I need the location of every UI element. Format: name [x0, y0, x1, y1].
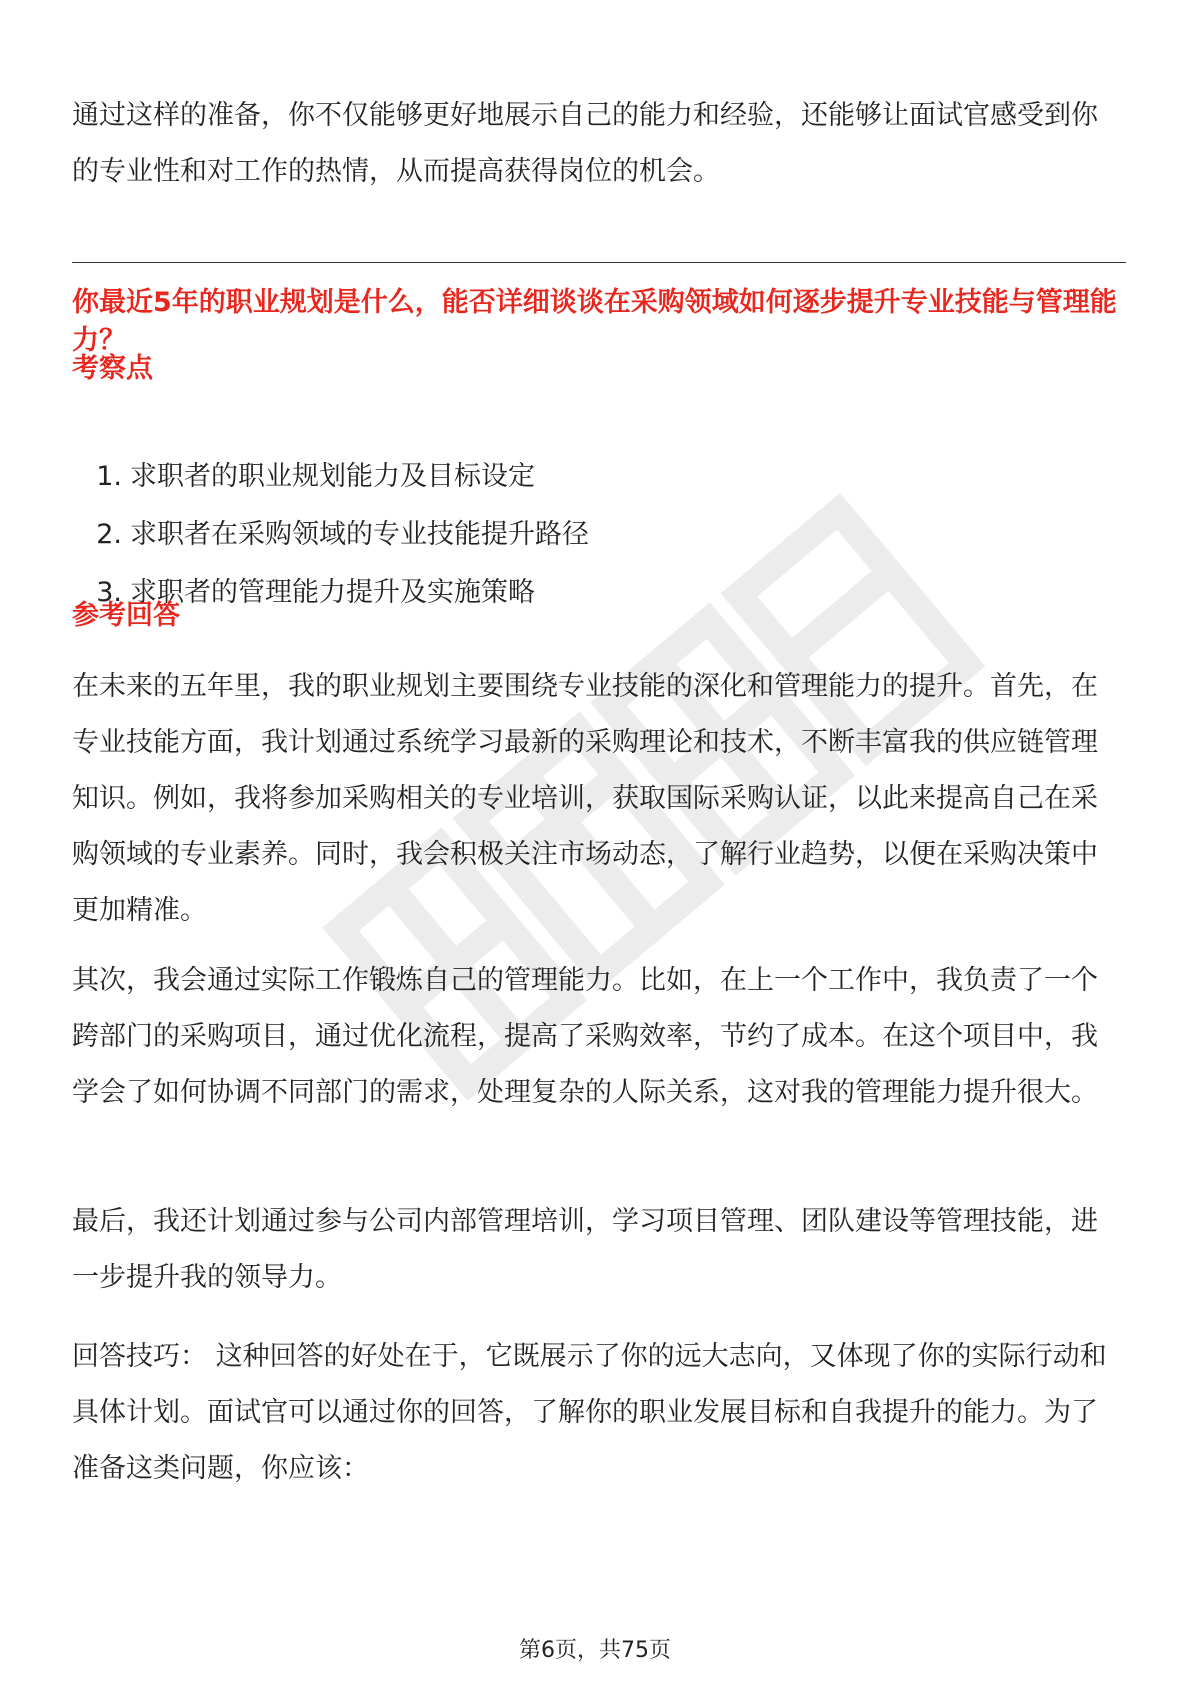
answer-title: 参考回答 — [72, 600, 180, 631]
answer-paragraph-3: 最后，我还计划通过参与公司内部管理培训，学习项目管理、团队建设等管理技能，进一步提升我的领导力。 — [72, 1206, 1098, 1293]
answer-paragraph-2: 其次，我会通过实际工作锻炼自己的管理能力。比如，在上一个工作中，我负责了一个跨部门的采购项目，通过优化流程，提高了采购效率，节约了成本。在这个项目中，我学会了如何协调不同部门的需求，处理复杂的人际关系，这对我的管理能力提升很大。 — [72, 965, 1098, 1108]
section-divider — [72, 262, 1126, 263]
page-number-footer: 第6页，共75页 — [519, 1638, 671, 1663]
list-item: 3. 求职者的管理能力提升及实施策略 — [96, 577, 535, 608]
question-heading: 你最近5年的职业规划是什么，能否详细谈谈在采购领域如何逐步提升专业技能与管理能力？ — [72, 287, 1117, 356]
answer-tips-paragraph: 回答技巧： 这种回答的好处在于，它既展示了你的远大志向，又体现了你的实际行动和具体计划。面试官可以通过你的回答，了解你的职业发展目标和自我提升的能力。为了准备这类问题，你应该： — [72, 1341, 1107, 1484]
intro-paragraph: 通过这样的准备，你不仅能够更好地展示自己的能力和经验，还能够让面试官感受到你的专业性和对工作的热情，从而提高获得岗位的机会。 — [72, 100, 1098, 187]
answer-paragraph-1: 在未来的五年里，我的职业规划主要围绕专业技能的深化和管理能力的提升。首先，在专业技能方面，我计划通过系统学习最新的采购理论和技术，不断丰富我的供应链管理知识。例如，我将参加采购相关的专业培训，获取国际采购认证，以此来提高自己在采购领域的专业素养。同时，我会积极关注市场动态，了解行业趋势，以便在采购决策中更加精准。 — [72, 671, 1098, 926]
list-item: 2. 求职者在采购领域的专业技能提升路径 — [96, 519, 589, 550]
focus-points-list — [72, 448, 589, 622]
focus-title: 考察点 — [72, 353, 153, 384]
list-item: 1. 求职者的职业规划能力及目标设定 — [96, 461, 535, 492]
